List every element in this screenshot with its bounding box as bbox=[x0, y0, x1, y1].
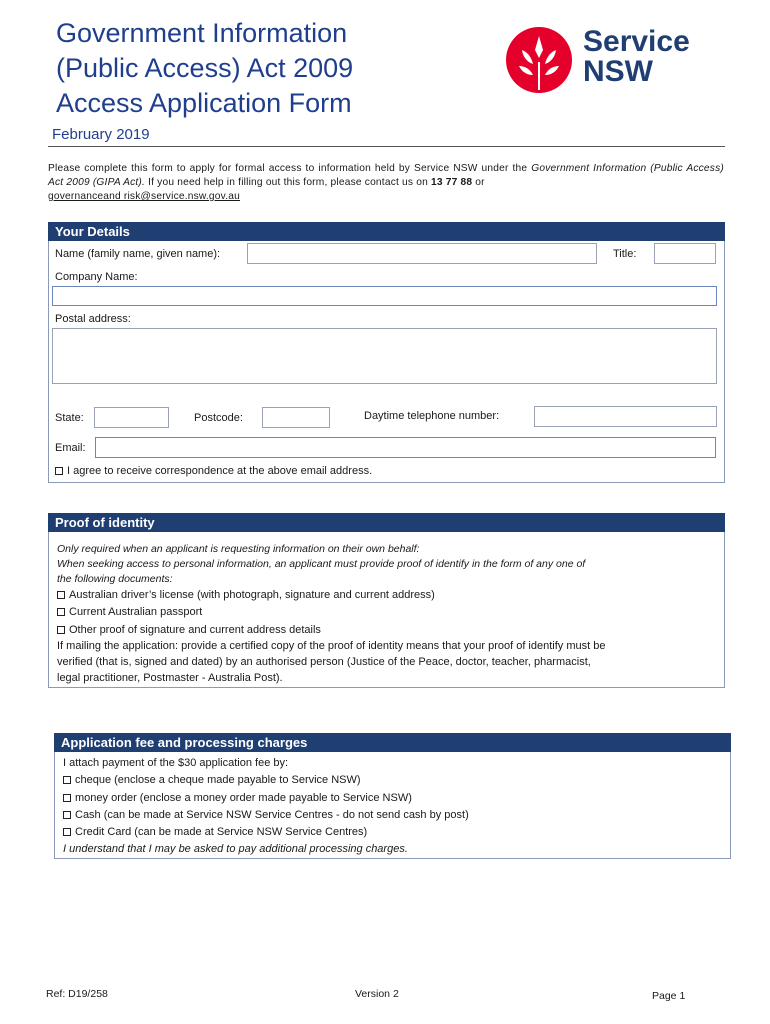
consent-label: I agree to receive correspondence at the above email address. bbox=[67, 465, 373, 477]
poi-option-passport[interactable] bbox=[57, 604, 202, 620]
checkbox-icon[interactable] bbox=[57, 591, 65, 599]
option-label: Australian driver’s license (with photograph, signature and current address) bbox=[69, 589, 435, 601]
company-field[interactable] bbox=[52, 286, 717, 306]
phone-field[interactable] bbox=[534, 406, 717, 427]
intro-text: Please complete this form to apply for formal access to information held by Service NSW under the bbox=[48, 163, 532, 174]
poi-note: Only required when an applicant is requesting information on their own behalf: bbox=[57, 543, 420, 555]
company-label: Company Name: bbox=[55, 271, 138, 283]
document-version: Version 2 bbox=[355, 988, 399, 1000]
option-label: Cash (can be made at Service NSW Service Centres - do not send cash by post) bbox=[75, 809, 469, 821]
option-label: Credit Card (can be made at Service NSW Service Centres) bbox=[75, 826, 368, 838]
title-label: Title: bbox=[613, 248, 637, 260]
fee-option-credit-card[interactable] bbox=[63, 824, 367, 840]
email-field[interactable] bbox=[95, 437, 716, 458]
contact-email-link[interactable]: governanceand risk@service.nsw.gov.au bbox=[48, 191, 240, 202]
phone-label: Daytime telephone number: bbox=[364, 410, 500, 422]
checkbox-icon[interactable] bbox=[63, 828, 71, 836]
poi-option-drivers-license[interactable] bbox=[57, 587, 435, 603]
name-label: Name (family name, given name): bbox=[55, 248, 221, 260]
mailing-note: legal practitioner, Postmaster - Australia Post). bbox=[57, 672, 283, 684]
section-heading: Your Details bbox=[48, 222, 725, 241]
your-details-section bbox=[48, 222, 725, 483]
state-field[interactable] bbox=[94, 407, 169, 428]
checkbox-icon[interactable] bbox=[55, 467, 63, 475]
option-label: Current Australian passport bbox=[69, 606, 203, 618]
state-label: State: bbox=[55, 412, 84, 424]
email-label: Email: bbox=[55, 442, 86, 454]
mailing-note: If mailing the application: provide a certified copy of the proof of identity means that your proof of identify must be bbox=[57, 640, 606, 652]
title-field[interactable] bbox=[654, 243, 716, 264]
email-consent-checkbox[interactable] bbox=[55, 463, 372, 479]
postal-address-field[interactable] bbox=[52, 328, 717, 384]
processing-charges-note: I understand that I may be asked to pay additional processing charges. bbox=[63, 843, 408, 855]
logo-text-service: Service bbox=[583, 25, 690, 58]
checkbox-icon[interactable] bbox=[63, 794, 71, 802]
section-heading: Proof of identity bbox=[48, 513, 725, 532]
fee-intro: I attach payment of the $30 application fee by: bbox=[63, 757, 289, 769]
application-fee-section bbox=[54, 733, 731, 859]
fee-option-cheque[interactable] bbox=[63, 772, 361, 788]
fee-option-money-order[interactable] bbox=[63, 790, 412, 806]
name-field[interactable] bbox=[247, 243, 597, 264]
section-heading: Application fee and processing charges bbox=[54, 733, 731, 752]
mailing-note: verified (that is, signed and dated) by an authorised person (Justice of the Peace, doctor, teacher, pharmacist, bbox=[57, 656, 591, 668]
postcode-label: Postcode: bbox=[194, 412, 243, 424]
intro-paragraph bbox=[48, 162, 724, 204]
page-number: Page 1 bbox=[652, 990, 686, 1002]
poi-note: the following documents: bbox=[57, 573, 173, 585]
contact-phone: 13 77 88 bbox=[431, 177, 473, 188]
checkbox-icon[interactable] bbox=[63, 776, 71, 784]
service-nsw-logo bbox=[505, 22, 725, 100]
postcode-field[interactable] bbox=[262, 407, 330, 428]
header-divider bbox=[48, 146, 725, 147]
option-label: money order (enclose a money order made payable to Service NSW) bbox=[75, 792, 412, 804]
form-title bbox=[56, 16, 476, 121]
checkbox-icon[interactable] bbox=[63, 811, 71, 819]
option-label: Other proof of signature and current address details bbox=[69, 624, 321, 636]
checkbox-icon[interactable] bbox=[57, 626, 65, 634]
proof-of-identity-section bbox=[48, 513, 725, 688]
poi-option-other[interactable] bbox=[57, 622, 321, 638]
act-name: Government Information (Public Access) Act 2009 (GIPA Act). bbox=[48, 163, 724, 188]
intro-text: If you need help in filling out this form, please contact us on bbox=[145, 177, 432, 188]
fee-option-cash[interactable] bbox=[63, 807, 469, 823]
intro-text: or bbox=[472, 177, 485, 188]
title-line: Government Information bbox=[56, 18, 348, 48]
poi-note: When seeking access to personal information, an applicant must provide proof of identify in the form of any one of bbox=[57, 558, 586, 570]
option-label: cheque (enclose a cheque made payable to Service NSW) bbox=[75, 774, 361, 786]
document-reference: Ref: D19/258 bbox=[46, 988, 108, 1000]
postal-label: Postal address: bbox=[55, 313, 131, 325]
title-line: Access Application Form bbox=[56, 88, 352, 118]
checkbox-icon[interactable] bbox=[57, 608, 65, 616]
title-line: (Public Access) Act 2009 bbox=[56, 53, 354, 83]
form-date: February 2019 bbox=[52, 126, 150, 143]
logo-text-nsw: NSW bbox=[583, 55, 653, 88]
